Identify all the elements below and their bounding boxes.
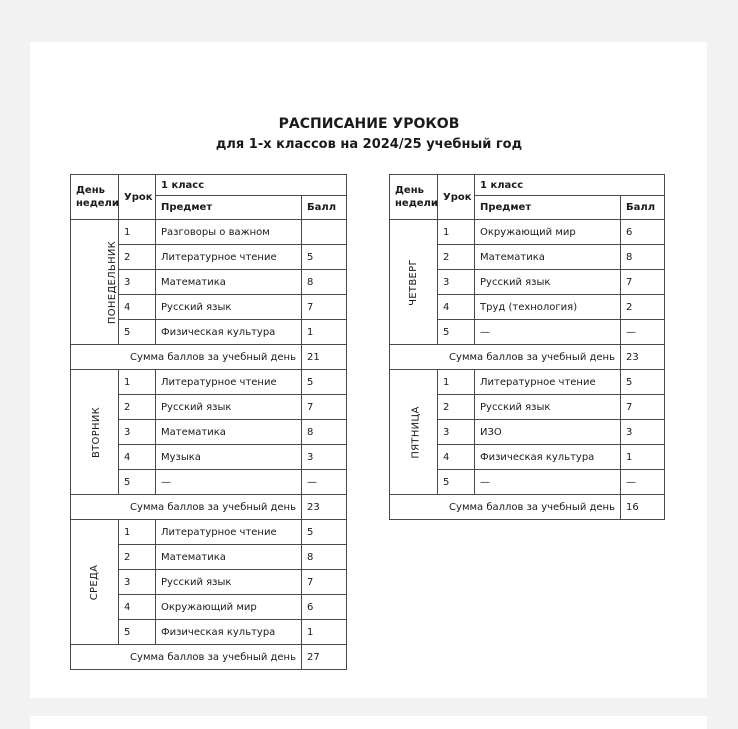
lesson-subject: Физическая культура	[475, 445, 621, 470]
table-row	[390, 370, 665, 395]
lesson-number: 2	[119, 545, 156, 570]
sum-row	[390, 495, 665, 520]
lesson-score: —	[621, 470, 665, 495]
lesson-number: 5	[438, 320, 475, 345]
header-subject: Предмет	[475, 196, 621, 220]
day-name: ПЯТНИЦА	[410, 405, 422, 459]
lesson-score: 3	[302, 445, 347, 470]
header-day: День недели	[71, 175, 119, 220]
day-name: ВТОРНИК	[91, 406, 103, 458]
lesson-subject: Русский язык	[475, 270, 621, 295]
lesson-number: 1	[119, 220, 156, 245]
day-name: СРЕДА	[88, 564, 100, 600]
table-row	[71, 520, 347, 545]
lesson-number: 5	[119, 320, 156, 345]
table-row	[71, 220, 347, 245]
lesson-number: 5	[119, 470, 156, 495]
lesson-subject: Русский язык	[156, 295, 302, 320]
table-row	[390, 220, 665, 245]
lesson-number: 1	[119, 520, 156, 545]
lesson-score: 6	[621, 220, 665, 245]
lesson-score: 5	[302, 520, 347, 545]
lesson-subject: Литературное чтение	[156, 370, 302, 395]
lesson-score: 5	[302, 245, 347, 270]
lesson-subject: Окружающий мир	[475, 220, 621, 245]
day-name-cell	[390, 220, 438, 345]
lesson-subject: Окружающий мир	[156, 595, 302, 620]
lesson-number: 2	[119, 245, 156, 270]
lesson-subject: —	[156, 470, 302, 495]
lesson-subject: Разговоры о важном	[156, 220, 302, 245]
sum-row	[390, 345, 665, 370]
lesson-score: 8	[302, 545, 347, 570]
lesson-subject: Русский язык	[156, 570, 302, 595]
header-lesson: Урок	[119, 175, 156, 220]
lesson-score: 1	[302, 620, 347, 645]
lesson-number: 1	[438, 220, 475, 245]
lesson-subject: —	[475, 470, 621, 495]
lesson-number: 2	[119, 395, 156, 420]
header-class: 1 класс	[475, 175, 665, 196]
lesson-score: 3	[621, 420, 665, 445]
lesson-number: 2	[438, 395, 475, 420]
lesson-number: 5	[119, 620, 156, 645]
day-name-cell	[71, 520, 119, 645]
lesson-score: 8	[302, 420, 347, 445]
lesson-number: 3	[438, 270, 475, 295]
sum-label: Сумма баллов за учебный день	[390, 495, 621, 520]
sum-value: 27	[302, 645, 347, 670]
lesson-score: 7	[302, 395, 347, 420]
lesson-subject: —	[475, 320, 621, 345]
header-class: 1 класс	[156, 175, 347, 196]
lesson-subject: ИЗО	[475, 420, 621, 445]
lesson-subject: Физическая культура	[156, 620, 302, 645]
header-subject: Предмет	[156, 196, 302, 220]
lesson-number: 4	[119, 445, 156, 470]
lesson-subject: Русский язык	[475, 395, 621, 420]
sum-row	[71, 495, 347, 520]
lesson-number: 3	[438, 420, 475, 445]
lesson-score	[302, 220, 347, 245]
sum-row	[71, 645, 347, 670]
lesson-number: 4	[438, 445, 475, 470]
lesson-subject: Литературное чтение	[156, 245, 302, 270]
lesson-number: 3	[119, 270, 156, 295]
lesson-number: 4	[119, 595, 156, 620]
lesson-subject: Математика	[156, 270, 302, 295]
lesson-score: 7	[302, 570, 347, 595]
lesson-subject: Математика	[156, 545, 302, 570]
sum-label: Сумма баллов за учебный день	[390, 345, 621, 370]
sum-value: 16	[621, 495, 665, 520]
schedule-table-left	[70, 174, 347, 670]
sum-label: Сумма баллов за учебный день	[71, 345, 302, 370]
lesson-number: 2	[438, 245, 475, 270]
lesson-number: 5	[438, 470, 475, 495]
lesson-number: 3	[119, 570, 156, 595]
lesson-score: 2	[621, 295, 665, 320]
lesson-subject: Литературное чтение	[156, 520, 302, 545]
lesson-subject: Русский язык	[156, 395, 302, 420]
lesson-number: 1	[119, 370, 156, 395]
document-title: РАСПИСАНИЕ УРОКОВ	[278, 116, 460, 132]
header-lesson: Урок	[438, 175, 475, 220]
lesson-score: 7	[621, 395, 665, 420]
sum-value: 23	[302, 495, 347, 520]
document-subtitle: для 1-х классов на 2024/25 учебный год	[215, 137, 523, 152]
day-name: ПОНЕДЕЛЬНИК	[107, 240, 119, 324]
sum-label: Сумма баллов за учебный день	[71, 495, 302, 520]
day-name-cell	[390, 370, 438, 495]
lesson-subject: Литературное чтение	[475, 370, 621, 395]
header-day: День недели	[390, 175, 438, 220]
table-header-row	[71, 175, 347, 196]
lesson-score: 6	[302, 595, 347, 620]
lesson-score: 1	[621, 445, 665, 470]
day-name: ЧЕТВЕРГ	[407, 258, 419, 306]
lesson-subject: Музыка	[156, 445, 302, 470]
header-score: Балл	[302, 196, 347, 220]
lesson-score: 8	[621, 245, 665, 270]
lesson-subject: Физическая культура	[156, 320, 302, 345]
schedule-table-right	[389, 174, 665, 520]
next-page-edge	[30, 716, 707, 729]
day-name-cell	[71, 370, 119, 495]
lesson-score: 5	[302, 370, 347, 395]
lesson-subject: Математика	[156, 420, 302, 445]
sum-value: 23	[621, 345, 665, 370]
sum-label: Сумма баллов за учебный день	[71, 645, 302, 670]
header-score: Балл	[621, 196, 665, 220]
lesson-number: 4	[438, 295, 475, 320]
lesson-subject: Математика	[475, 245, 621, 270]
sum-value: 21	[302, 345, 347, 370]
lesson-number: 4	[119, 295, 156, 320]
lesson-score: 7	[302, 295, 347, 320]
lesson-score: —	[621, 320, 665, 345]
table-row	[71, 370, 347, 395]
lesson-number: 1	[438, 370, 475, 395]
lesson-score: 7	[621, 270, 665, 295]
sum-row	[71, 345, 347, 370]
lesson-subject: Труд (технология)	[475, 295, 621, 320]
lesson-score: 8	[302, 270, 347, 295]
table-header-row	[390, 175, 665, 196]
lesson-score: —	[302, 470, 347, 495]
lesson-number: 3	[119, 420, 156, 445]
lesson-score: 1	[302, 320, 347, 345]
day-name-cell	[71, 220, 119, 345]
lesson-score: 5	[621, 370, 665, 395]
